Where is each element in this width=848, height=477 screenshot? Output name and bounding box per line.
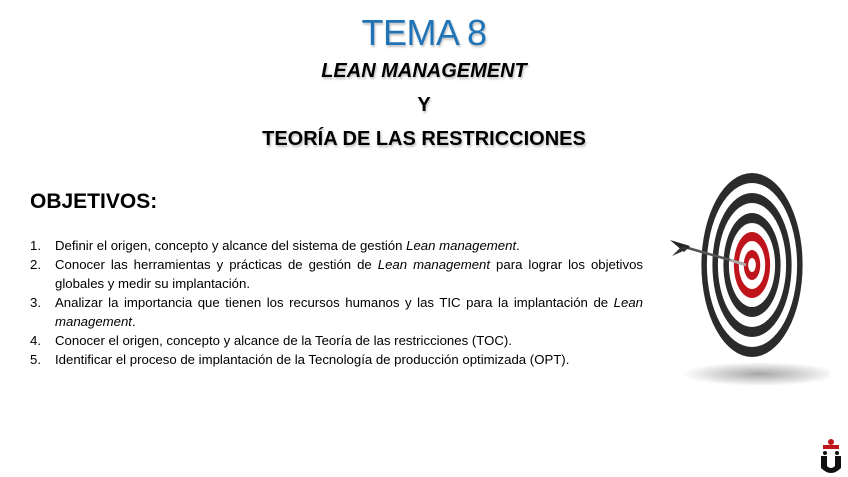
objective-text: para lograr los objetivos globales y medir su implantación.: [55, 257, 643, 291]
objective-item: [30, 331, 643, 350]
objective-number: 5.: [30, 352, 41, 367]
objective-text: Definir el origen, concepto y alcance del sistema de gestión: [55, 238, 407, 253]
objective-text: Analizar la importancia que tienen los recursos humanos y las TIC para la implantación de: [55, 295, 614, 310]
objective-item: [30, 236, 643, 255]
objective-emphasis: Lean management: [55, 295, 643, 329]
objective-emphasis: Lean management: [406, 238, 517, 253]
objectives-heading: OBJETIVOS:: [30, 190, 158, 213]
objective-text: Identificar el proceso de implantación de la Tecnología de producción optimizada (OPT).: [55, 352, 570, 367]
objectives-list: [30, 236, 643, 369]
slide-title: TEMA 8: [361, 12, 487, 53]
objective-number: 3.: [30, 295, 41, 310]
objective-item: [30, 255, 643, 293]
objective-text: Conocer el origen, concepto y alcance de la Teoría de las restricciones (TOC).: [55, 333, 512, 348]
objective-number: 1.: [30, 238, 41, 253]
objective-item: [30, 350, 643, 369]
subtitle-theory-of-constraints: TEORÍA DE LAS RESTRICCIONES: [262, 128, 586, 150]
subtitle-lean-management: LEAN MANAGEMENT: [321, 60, 527, 82]
objective-text: Conocer las herramientas y prácticas de gestión de: [55, 257, 378, 272]
objective-text: .: [516, 238, 520, 253]
objective-number: 4.: [30, 333, 41, 348]
objective-item: [30, 293, 643, 331]
objective-emphasis: Lean management: [377, 257, 491, 272]
subtitle-conjunction: Y: [417, 94, 431, 116]
objective-text: .: [131, 314, 136, 329]
dartboard-target-icon: [660, 160, 830, 390]
objective-number: 2.: [30, 257, 41, 272]
university-logo-icon: [818, 438, 844, 474]
